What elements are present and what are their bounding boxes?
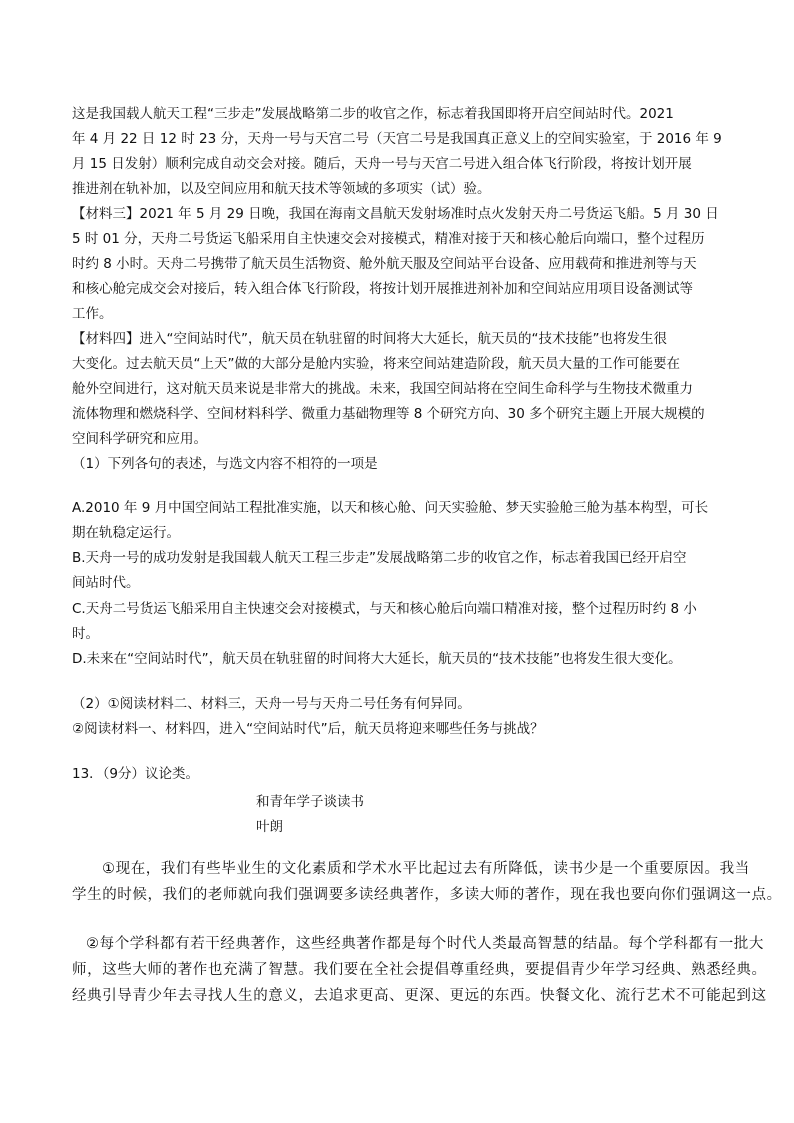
question-1: （1）下列各句的表述，与选文内容不相符的一项是 bbox=[72, 456, 378, 472]
text-line: 舱外空间进行，这对航天员来说是非常大的挑战。未来，我国空间站将在空间生命科学与生物技术微重力 bbox=[72, 381, 693, 397]
text-line: 5 时 01 分，天舟二号货运飞船采用自主快速交会对接模式，精准对接于天和核心舱后向端口，整个过程历 bbox=[72, 231, 705, 247]
text-line: 【材料四】进入“空间站时代”，航天员在轨驻留的时间将大大延长，航天员的“技术技能”也将发生很 bbox=[72, 331, 667, 347]
text-line: 【材料三】2021 年 5 月 29 日晚，我国在海南文昌航天发射场准时点火发射天舟二号货运飞船。5 月 30 日 bbox=[72, 206, 719, 222]
text-line: 推进剂在轨补加，以及空间应用和航天技术等领域的多项实（试）验。 bbox=[72, 181, 491, 197]
text-line: 这是我国载人航天工程“三步走”发展战略第二步的收官之作，标志着我国即将开启空间站时代。2021 bbox=[72, 106, 674, 122]
option-b-cont: 间站时代。 bbox=[72, 575, 140, 591]
paragraph-line: 经典引导青少年去寻找人生的意义，去追求更高、更深、更远的东西。快餐文化、流行艺术不可能起到这 bbox=[72, 988, 767, 1004]
article-title: 和青年学子谈读书 bbox=[256, 794, 364, 810]
paragraph-line: 师，这些大师的著作也充满了智慧。我们要在全社会提倡尊重经典，要提倡青少年学习经典、熟悉经典。 bbox=[72, 962, 767, 978]
section-heading: 13．（9分）议论类。 bbox=[72, 766, 200, 782]
text-line: 空间科学研究和应用。 bbox=[72, 431, 207, 447]
option-a-cont: 期在轨稳定运行。 bbox=[72, 525, 180, 541]
paragraph-line: ②每个学科都有若干经典著作，这些经典著作都是每个时代人类最高智慧的结晶。每个学科都有一批大 bbox=[86, 936, 764, 952]
text-line: 年 4 月 22 日 12 时 23 分，天舟一号与天宫二号（天宫二号是我国真正意义上的空间实验室，于 2016 年 9 bbox=[72, 131, 722, 147]
text-line: 时约 8 小时。天舟二号携带了航天员生活物资、舱外航天服及空间站平台设备、应用载荷和推进剂等与天 bbox=[72, 256, 697, 272]
paragraph-line: ①现在，我们有些毕业生的文化素质和学术水平比起过去有所降低，读书少是一个重要原因。我当 bbox=[102, 861, 750, 877]
paragraph-line: 学生的时候，我们的老师就向我们强调要多读经典著作，多读大师的著作，现在我也要向你们强调这一点。 bbox=[72, 887, 782, 903]
text-line: 月 15 日发射）顺利完成自动交会对接。随后，天舟一号与天宫二号进入组合体飞行阶段，将按计划开展 bbox=[72, 156, 692, 172]
text-line: 和核心舱完成交会对接后，转入组合体飞行阶段，将按计划开展推进剂补加和空间站应用项目设备测试等 bbox=[72, 281, 693, 297]
option-a: A.2010 年 9 月中国空间站工程批准实施，以天和核心舱、问天实验舱、梦天实验舱三舱为基本构型，可长 bbox=[72, 500, 709, 516]
text-line: 流体物理和燃烧科学、空间材料科学、微重力基础物理等 8 个研究方向、30 多个研究主题上开展大规模的 bbox=[72, 406, 705, 422]
option-d: D.未来在“空间站时代”，航天员在轨驻留的时间将大大延长，航天员的“技术技能”也将发生很大变化。 bbox=[72, 651, 682, 667]
article-author: 叶朗 bbox=[256, 819, 283, 835]
text-line: 工作。 bbox=[72, 306, 113, 322]
option-c: C.天舟二号货运飞船采用自主快速交会对接模式，与天和核心舱后向端口精准对接，整个过程历时约 8 小 bbox=[72, 601, 697, 617]
question-2-part: ②阅读材料一、材料四，进入“空间站时代”后，航天员将迎来哪些任务与挑战？ bbox=[72, 721, 544, 737]
option-c-cont: 时。 bbox=[72, 626, 99, 642]
question-2: （2）①阅读材料二、材料三，天舟一号与天舟二号任务有何异同。 bbox=[72, 696, 471, 712]
text-line: 大变化。过去航天员“上天”做的大部分是舱内实验，将来空间站建造阶段，航天员大量的工作可能要在 bbox=[72, 356, 680, 372]
option-b: B.天舟一号的成功发射是我国载人航天工程三步走”发展战略第二步的收官之作，标志着我国已经开启空 bbox=[72, 550, 687, 566]
